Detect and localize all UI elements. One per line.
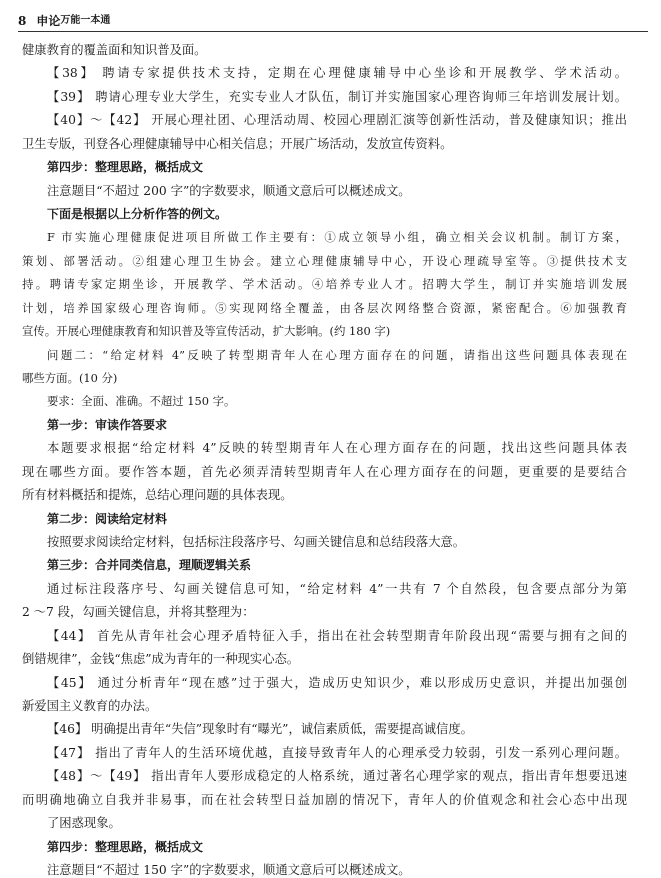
paragraph-line: 注意题目“不超过 200 字”的字数要求，顺通文意后可以概述成文。 [47, 184, 411, 198]
paragraph-line: 新爱国主义教育的办法。 [22, 699, 158, 713]
paragraph-line: 【46】 明确提出青年“失信”现象时有“曝光”，诚信素质低，需要提高诚信度。 [47, 722, 473, 736]
paragraph-line: 【47】 指出了青年人的生活环境优越，直接导致青年人的心理承受力较弱，引发一系列心理问题。 [47, 746, 627, 760]
paragraph-line: 2 ～7 段，勾画关键信息，并将其整理为： [22, 605, 255, 619]
sample-answer-line: 持。聘请专家定期坐诊，开展教学、学术活动。④培养专业人才。招聘大学生，制订并实施培训发展 [22, 277, 627, 291]
paragraph-line: 【44】 首先从青年社会心理矛盾特征入手，指出在社会转型期青年阶段出现“需要与拥有之间的 [47, 629, 627, 643]
book-title: 申论 [36, 14, 61, 28]
paragraph-line: 所有材料概括和提炼，总结心理问题的具体表现。 [22, 488, 293, 502]
section-heading: 第三步：合并同类信息，理顺逻辑关系 [47, 558, 252, 572]
paragraph-line: 而明确地确立自我并非易事，而在社会转型日益加剧的情况下，青年人的价值观念和社会心态中出现 [22, 793, 627, 807]
sample-answer-line: 计划，培养国家级心理咨询师。⑤实现网络全覆盖，由各层次网络整合资源，紧密配合。⑥加强教育 [22, 301, 627, 315]
paragraph-line: 注意题目“不超过 150 字”的字数要求，顺通文意后可以概述成文。 [47, 863, 411, 877]
question-line: 哪些方面。(10 分) [22, 371, 118, 385]
paragraph-line: 【38】 聘请专家提供技术支持，定期在心理健康辅导中心坐诊和开展教学、学术活动。 [47, 66, 627, 80]
paragraph-line: 【39】 聘请心理专业大学生，充实专业人才队伍，制订并实施国家心理咨询师三年培训发展计划。 [47, 90, 627, 104]
paragraph-line: 健康教育的覆盖面和知识普及面。 [22, 43, 207, 57]
section-heading: 第二步：阅读给定材料 [47, 512, 168, 526]
sample-answer-line: 策划、部署活动。②组建心理卫生协会。建立心理健康辅导中心，开设心理疏导室等。③提供技术支 [22, 254, 627, 268]
page-number: 8 [18, 14, 27, 28]
paragraph-line: 卫生专版，刊登各心理健康辅导中心相关信息；开展广场活动，发放宣传资料。 [22, 137, 453, 151]
paragraph-line: 本题要求根据“给定材料 4”反映的转型期青年人在心理方面存在的问题，找出这些问题具体表 [47, 441, 627, 455]
paragraph-line: 按照要求阅读给定材料，包括标注段落序号、勾画关键信息和总结段落大意。 [47, 535, 466, 549]
paragraph-line: 了困惑现象。 [47, 816, 121, 830]
paragraph-line: 通过标注段落序号、勾画关键信息可知，“给定材料 4”一共有 7 个自然段，包含要点部分为第 [47, 582, 627, 596]
question-requirement: 要求：全面、准确。不超过 150 字。 [47, 394, 236, 408]
paragraph-line: 【48】～【49】 指出青年人要形成稳定的人格系统，通过著名心理学家的观点，指出青年想要迅速 [47, 769, 627, 783]
section-heading: 第四步：整理思路，概括成文 [47, 160, 204, 174]
paragraph-line: 【45】 通过分析青年“现在感”过于强大，造成历史知识少，难以形成历史意识，并提出加强创 [47, 676, 627, 690]
section-heading: 第四步：整理思路，概括成文 [47, 840, 204, 854]
paragraph-line: 倒错规律”，金钱“焦虑”成为青年的一种现实心态。 [22, 652, 300, 666]
section-heading: 第一步：审读作答要求 [47, 418, 168, 432]
sample-answer-line: F 市实施心理健康促进项目所做工作主要有：①成立领导小组，确立相关会议机制。制订方案， [47, 230, 627, 244]
page-header [18, 6, 648, 32]
section-heading: 下面是根据以上分析作答的例文。 [47, 207, 228, 221]
paragraph-line: 现在哪些方面。要作答本题，首先必须弄清转型期青年人在心理方面存在的问题，更重要的是要结合 [22, 465, 627, 479]
book-subtitle: 万能一本通 [60, 15, 111, 26]
sample-answer-line: 宣传。开展心理健康教育和知识普及等宣传活动，扩大影响。(约 180 字) [22, 324, 391, 338]
question-line: 问题二：“给定材料 4”反映了转型期青年人在心理方面存在的问题，请指出这些问题具体表现在 [47, 348, 627, 362]
paragraph-line: 【40】～【42】 开展心理社团、心理活动周、校园心理剧汇演等创新性活动，普及健康知识；推出 [47, 113, 627, 127]
